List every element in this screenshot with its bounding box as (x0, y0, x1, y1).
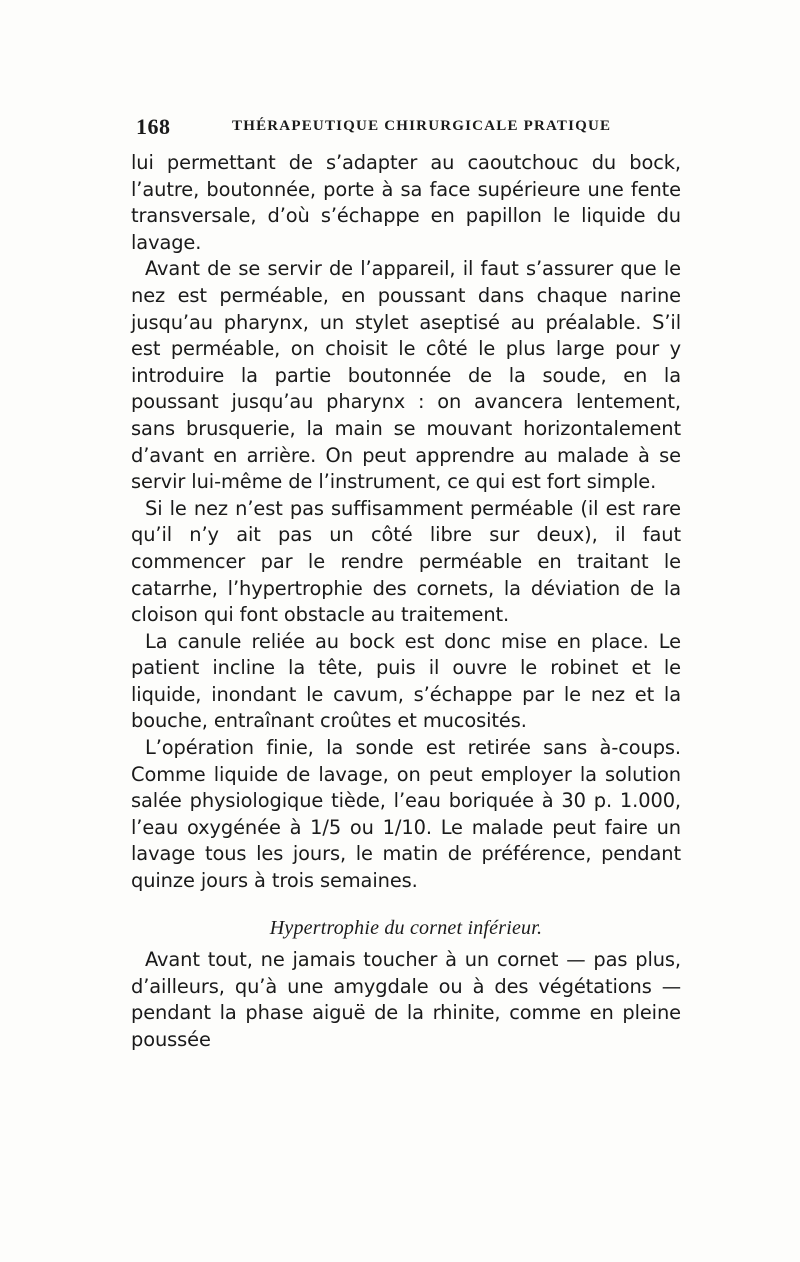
paragraph: Si le nez n’est pas suffisamment perméable (il est rare qu’il n’y ait pas un côté libre sur deux), il faut commencer par le rendre perméable en traitant le catarrhe, l’hypertrophie des cornets, la déviation de la cloison qui font obstacle au traitement. (131, 496, 681, 627)
paragraph: Avant tout, ne jamais toucher à un cornet — pas plus, d’ailleurs, qu’à une amygdale ou à des végétations — pendant la phase aiguë de la rhinite, comme en pleine poussée (131, 948, 681, 1051)
running-title: THÉRAPEUTIQUE CHIRURGICALE PRATIQUE (232, 118, 612, 134)
body-text (131, 150, 681, 1054)
paragraph: L’opération finie, la sonde est retirée sans à-coups. Comme liquide de lavage, on peut employer la solution salée physiologique tiède, l’eau boriquée à 30 p. 1.000, l’eau oxygénée à 1/5 ou 1/10. Le malade peut faire un lavage tous les jours, le matin de préférence, pendant quinze jours à trois semaines. (131, 736, 681, 893)
paragraph: La canule reliée au bock est donc mise en place. Le patient incline la tête, puis il ouvre le robinet et le liquide, inondant le cavum, s’échappe par le nez et la bouche, entraînant croûtes et mucosités. (131, 629, 681, 733)
paragraph: Avant de se servir de l’appareil, il faut s’assurer que le nez est perméable, en poussant dans chaque narine jusqu’au pharynx, un stylet aseptisé au préalable. S’il est perméable, on choisit le côté le plus large pour y introduire la partie boutonnée de la soude, en la poussant jusqu’au pharynx : on avancera lentement, sans brusquerie, la main se mouvant horizontalement d’avant en arrière. On peut apprendre au malade à se servir lui-même de l’instrument, ce qui est fort simple. (131, 257, 681, 494)
paragraph: lui permettant de s’adapter au caoutchouc du bock, l’autre, boutonnée, porte à sa face supérieure une fente transversale, d’où s’échappe en papillon le liquide du lavage. (131, 151, 681, 254)
section-title: Hypertrophie du cornet inférieur. (269, 916, 543, 939)
page-number: 168 (136, 114, 171, 139)
running-head (136, 114, 680, 144)
